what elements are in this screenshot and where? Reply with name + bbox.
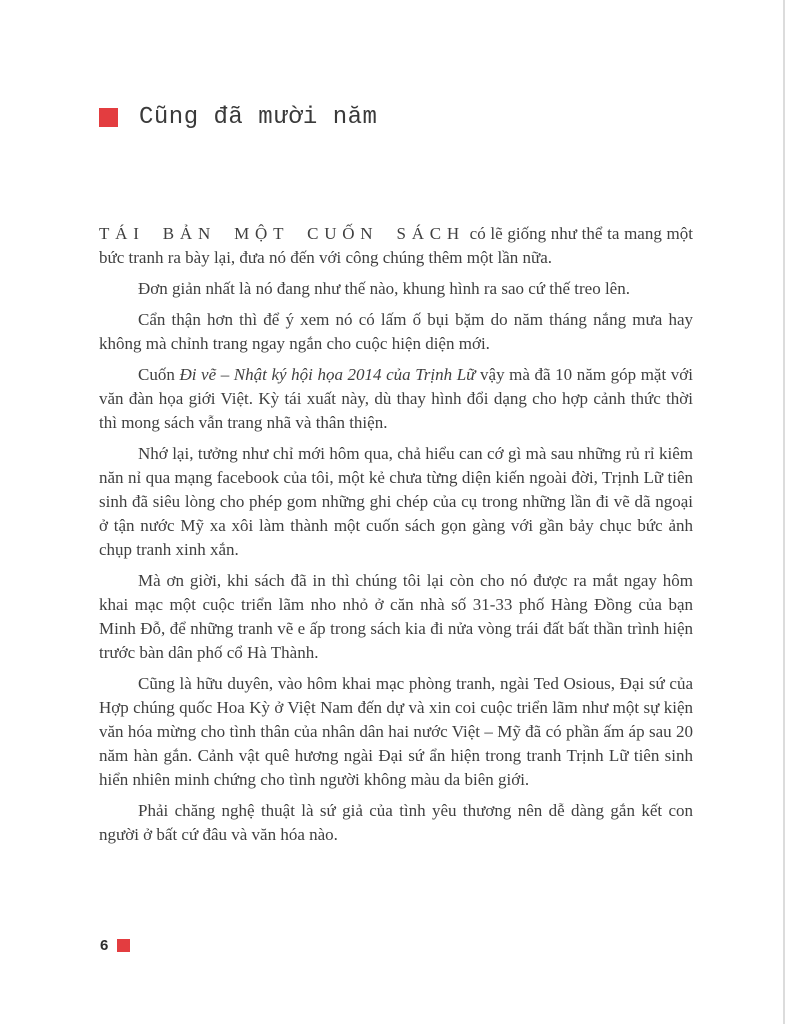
paragraph — [99, 277, 693, 301]
page-number: 6 — [100, 937, 109, 954]
red-square-footer-icon — [117, 939, 130, 952]
paragraph — [99, 222, 693, 270]
text-segment: vậy mà đã 10 năm góp mặt với văn đàn họa giới Việt. Kỳ tái xuất này, dù thay hình đổi dạng cho hợp cảnh thức thời thì mong sách vẫn trang nhã và thân thiện. — [99, 365, 693, 432]
paragraph — [99, 308, 693, 356]
paragraph — [99, 672, 693, 792]
chapter-header — [99, 104, 377, 131]
text-segment: Cẩn thận hơn thì để ý xem nó có lấm ố bụi bặm do năm tháng nắng mưa hay không mà chỉnh trang ngay ngắn cho cuộc hiện diện mới. — [99, 310, 693, 353]
paragraph — [99, 569, 693, 665]
text-segment: Đơn giản nhất là nó đang như thế nào, khung hình ra sao cứ thế treo lên. — [138, 279, 630, 298]
text-segment: Cuốn — [138, 365, 180, 384]
paragraph — [99, 363, 693, 435]
chapter-title: Cũng đã mười năm — [139, 104, 378, 131]
text-segment: TÁI BẢN MỘT CUỐN SÁCH — [99, 224, 465, 243]
text-segment: Cũng là hữu duyên, vào hôm khai mạc phòng tranh, ngài Ted Osious, Đại sứ của Hợp chúng quốc Hoa Kỳ ở Việt Nam đến dự và xin coi cuộc triển lãm như một sự kiện văn hóa mừng cho tình thân của nhân dân hai nước Việt – Mỹ đã có phần ấm áp sau 20 năm hàn gắn. Cảnh vật quê hương ngài Đại sứ ẩn hiện trong tranh Trịnh Lữ tiên sinh hiển nhiên minh chứng cho tình người không màu da biên giới. — [99, 674, 693, 789]
paragraph — [99, 442, 693, 562]
page-footer — [100, 938, 130, 953]
text-segment: Phải chăng nghệ thuật là sứ giả của tình yêu thương nên dễ dàng gắn kết con người ở bất cứ đâu và văn hóa nào. — [99, 801, 693, 844]
red-square-bullet-icon — [99, 108, 118, 127]
body-text — [99, 222, 693, 854]
text-segment: Nhớ lại, tưởng như chỉ mới hôm qua, chả hiểu can cớ gì mà sau những rủ rỉ kiêm năn nỉ qua mạng facebook của tôi, một kẻ chưa từng diện kiến ngoài đời, Trịnh Lữ tiên sinh đã siêu lòng cho phép gom những ghi chép của cụ trong những lần đi vẽ dã ngoại ở tận nước Mỹ xa xôi làm thành một cuốn sách gọn gàng với gần bảy chục bức ảnh chụp tranh xinh xắn. — [99, 444, 693, 559]
text-segment: Đi vẽ – Nhật ký hội họa 2014 của Trịnh Lữ — [179, 365, 476, 384]
page-edge-line — [783, 0, 785, 1024]
paragraph — [99, 799, 693, 847]
text-segment: có lẽ giống như thể ta mang một bức tranh ra bày lại, đưa nó đến với công chúng thêm một lần nữa. — [99, 224, 693, 267]
text-segment: Mà ơn giời, khi sách đã in thì chúng tôi lại còn cho nó được ra mắt ngay hôm khai mạc một cuộc triển lãm nho nhỏ ở căn nhà số 31-33 phố Hàng Đồng của bạn Minh Đỗ, để những tranh vẽ e ấp trong sách kia đi nửa vòng trái đất bất thần trình hiện trước bàn dân phố cổ Hà Thành. — [99, 571, 693, 662]
